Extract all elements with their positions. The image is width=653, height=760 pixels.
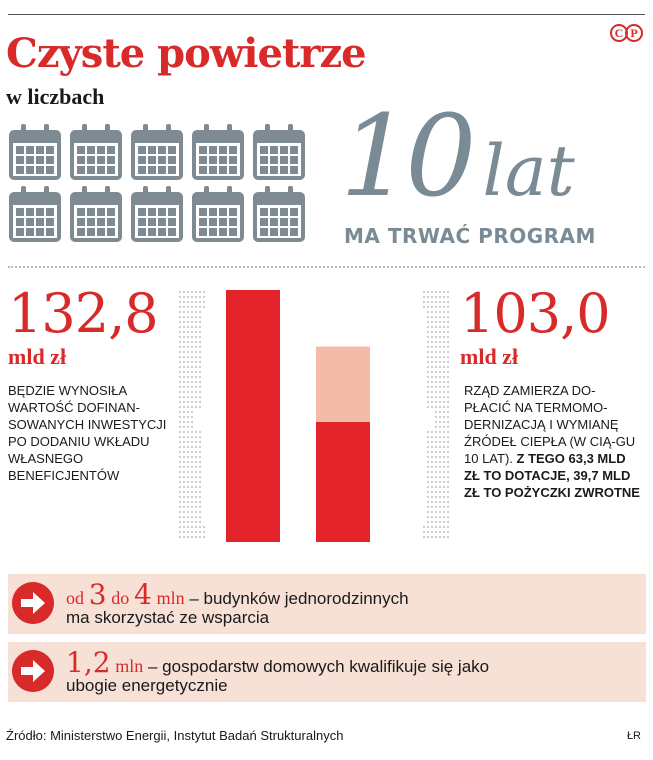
households-count: 1,2 <box>66 646 111 679</box>
left-stat-unit: mld zł <box>8 344 67 369</box>
range-unit: mln <box>156 588 185 608</box>
info-box-buildings-text <box>66 578 409 611</box>
top-rule <box>8 14 645 15</box>
duration-unit: lat <box>482 130 575 212</box>
right-stat-description-plain: RZĄD ZAMIERZA DO-PŁACIĆ NA TERMOMO-DERNIZACJĄ I WYMIANĘ ŹRÓDEŁ CIEPŁA (W CIĄ-GU 10 LAT). <box>464 383 636 466</box>
copyright-mark <box>613 24 643 42</box>
bar-1-dotacje <box>226 290 280 542</box>
calendar-icon <box>9 186 61 242</box>
info-box-buildings <box>8 574 646 634</box>
calendar-icon <box>131 124 183 180</box>
right-stat-value: 103,0 <box>460 282 610 345</box>
calendar-icon <box>131 186 183 242</box>
copyright-p-icon: P <box>625 24 643 42</box>
left-stat-description: BĘDZIE WYNOSIŁA WARTOŚĆ DOFINAN-SOWANYCH INWESTYCJI PO DODANIU WKŁADU WŁASNEGO BENEFICJENTÓW <box>8 383 167 483</box>
duration-figure <box>340 92 575 222</box>
source-note: Źródło: Ministerstwo Energii, Instytut Badań Strukturalnych <box>6 728 344 743</box>
right-stat-description-bold: Z TEGO 63,3 MLD ZŁ TO DOTACJE, 39,7 MLD ZŁ TO POŻYCZKI ZWROTNE <box>464 451 640 500</box>
households-text: – gospodarstw domowych kwalifikuje się jako <box>143 657 490 676</box>
info-box-households-text <box>66 646 489 679</box>
buildings-text-line2: ma skorzystać ze wsparcia <box>66 608 270 627</box>
page-title: Czyste powietrze <box>6 30 366 77</box>
right-stat-unit: mld zł <box>460 344 519 369</box>
section-divider <box>8 266 645 268</box>
calendar-icon <box>192 186 244 242</box>
info-box-households <box>8 642 646 702</box>
calendar-icon <box>192 124 244 180</box>
calendar-icons-group <box>8 124 308 248</box>
investment-bar-chart <box>178 284 450 548</box>
range-mid: do <box>111 588 130 608</box>
calendar-icon <box>253 186 305 242</box>
calendar-icon <box>253 124 305 180</box>
range-min: 3 <box>88 578 107 611</box>
arrow-right-icon <box>12 582 54 624</box>
households-unit: mln <box>115 656 144 676</box>
duration-value: 10 <box>340 92 471 222</box>
bar-2-pożyczki-zwrotne <box>316 347 370 422</box>
range-max: 4 <box>134 578 152 611</box>
calendar-icon <box>9 124 61 180</box>
left-stat-value: 132,8 <box>8 282 158 345</box>
author-initials: ŁR <box>626 730 641 742</box>
duration-caption: MA TRWAĆ PROGRAM <box>344 224 596 248</box>
households-text-line2: ubogie energetycznie <box>66 676 228 695</box>
calendar-icon <box>70 186 122 242</box>
right-stat-description <box>464 382 642 501</box>
page-subtitle: w liczbach <box>6 84 105 109</box>
range-prefix: od <box>66 588 84 608</box>
calendar-icon <box>70 124 122 180</box>
copyright-c-icon: C <box>610 24 628 42</box>
arrow-right-icon <box>12 650 54 692</box>
buildings-text: – budynków jednorodzinnych <box>184 589 409 608</box>
left-brace-decoration <box>179 291 205 538</box>
bar-2-dotacje <box>316 422 370 542</box>
right-brace-decoration <box>423 291 449 538</box>
